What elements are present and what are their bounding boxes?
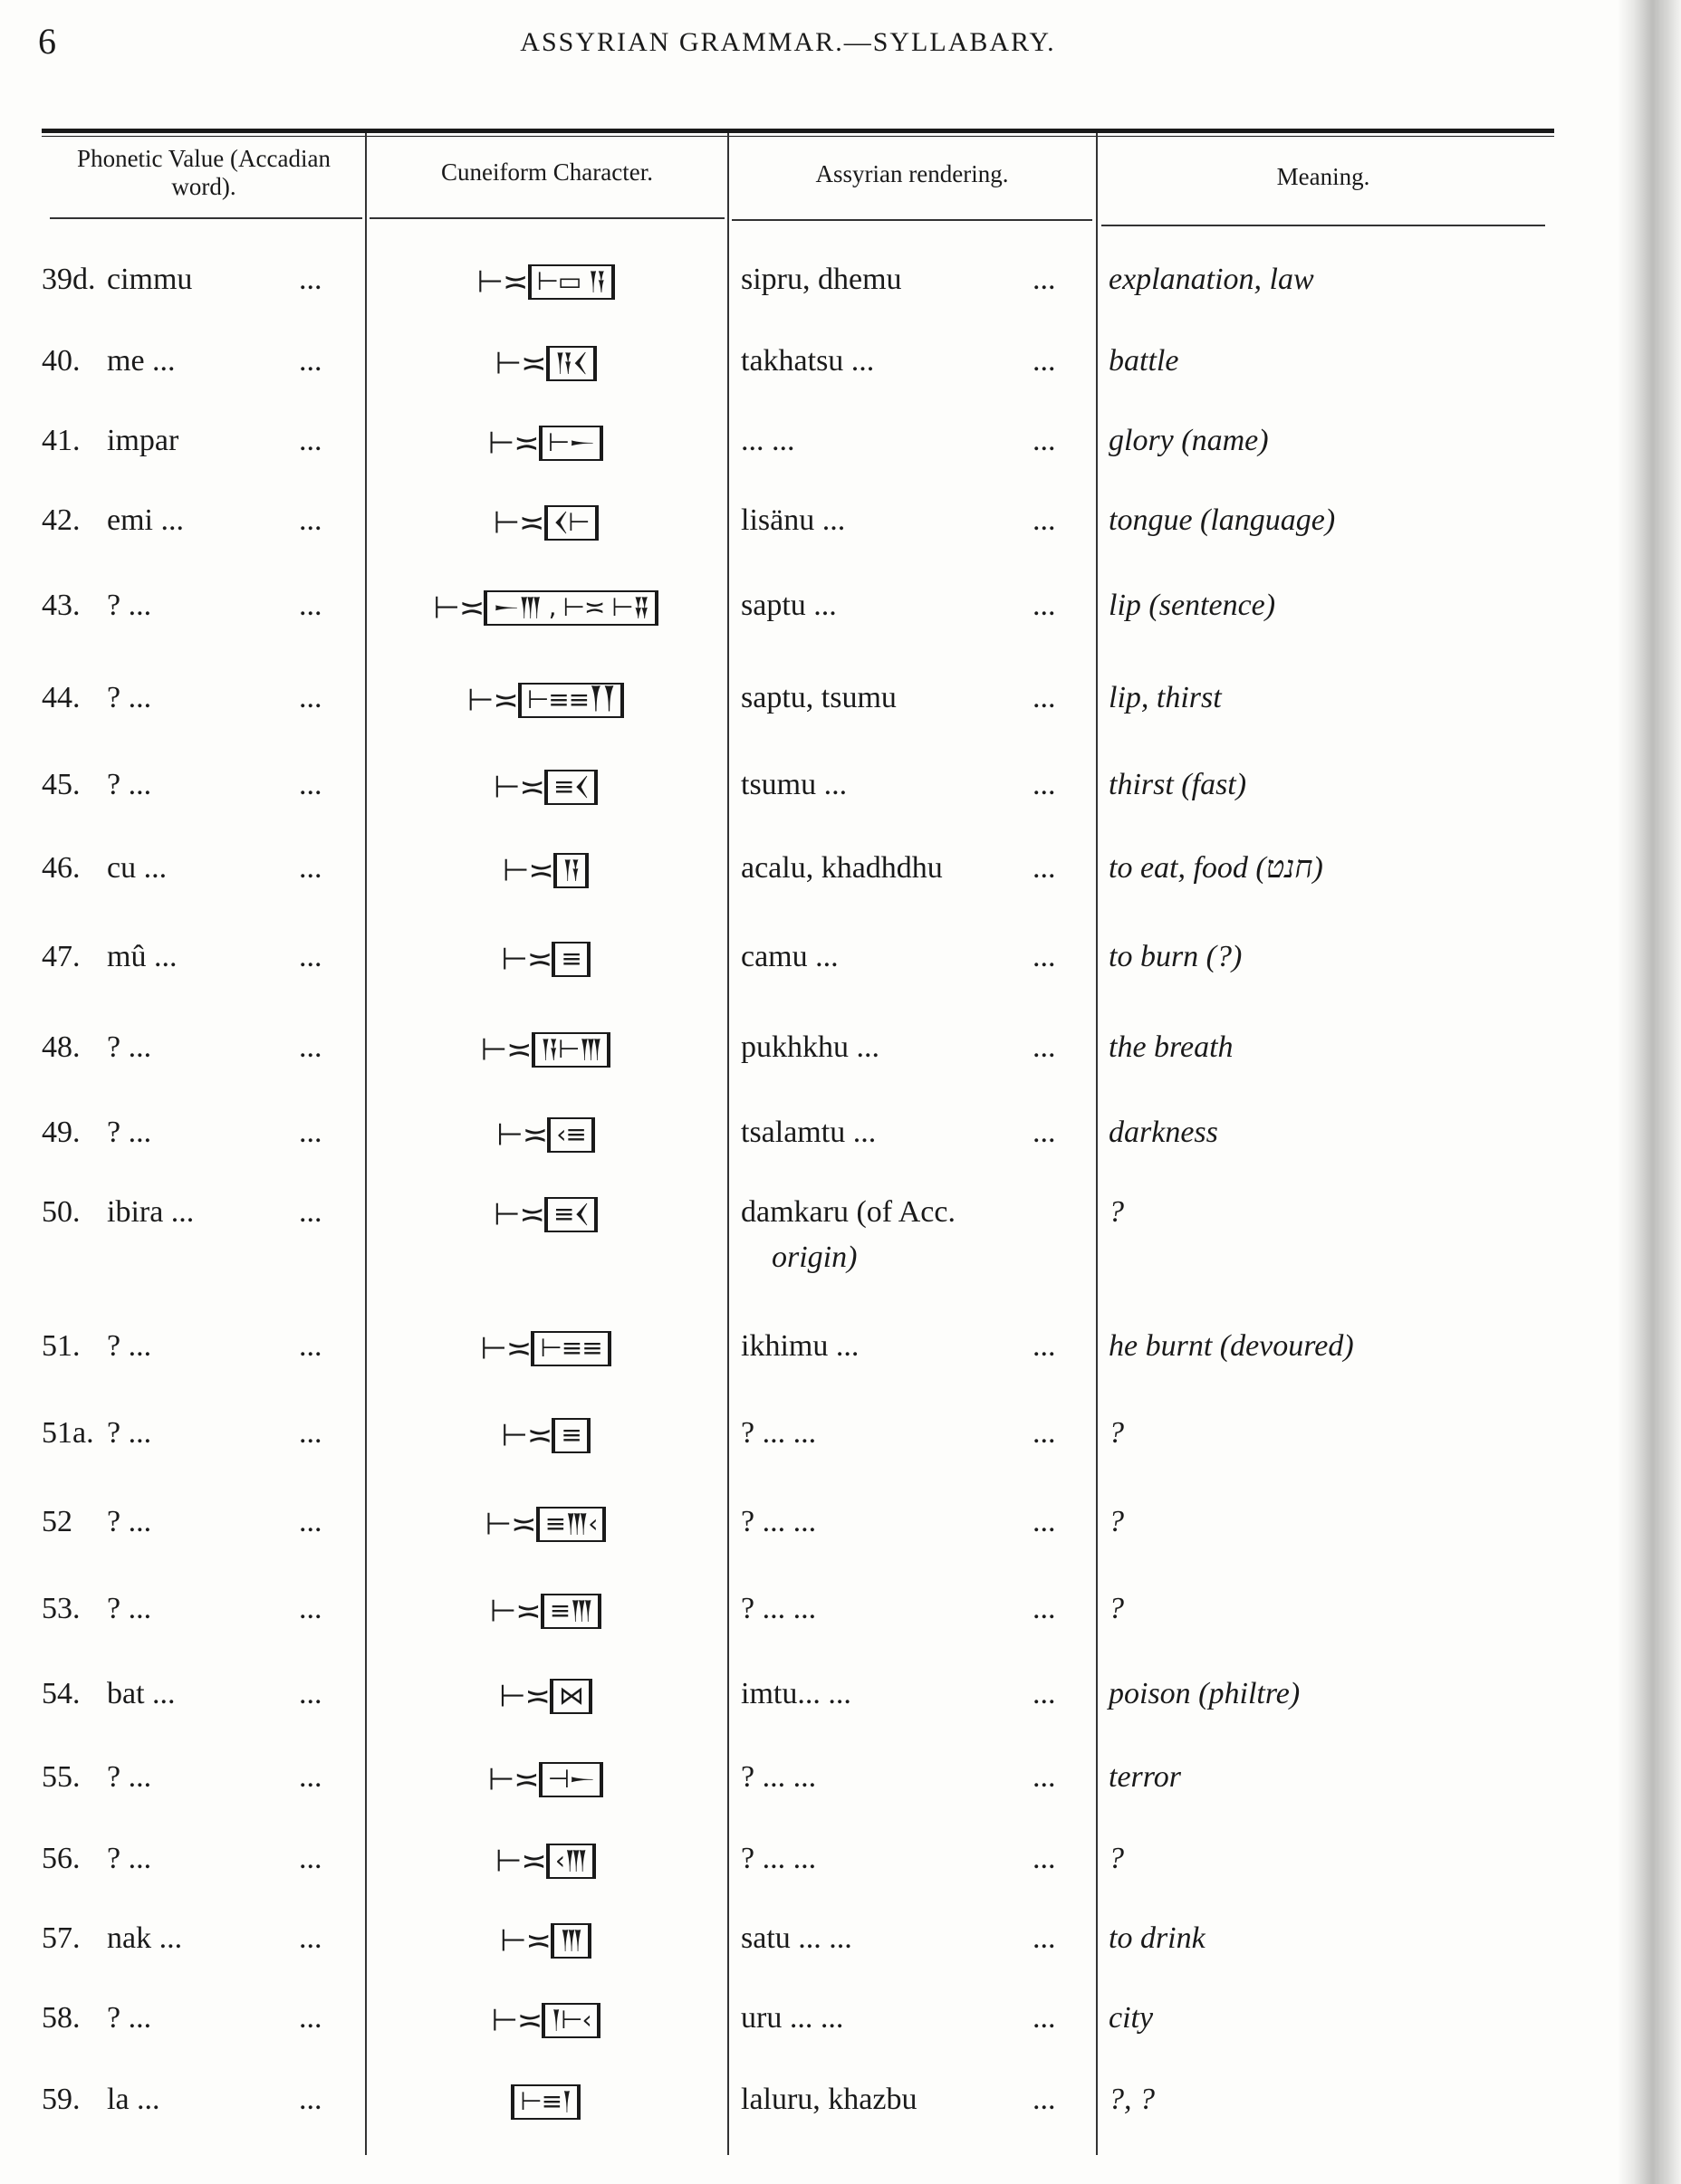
phonetic-value: ? ... xyxy=(107,1416,152,1450)
phonetic-value: bat ... xyxy=(107,1677,176,1710)
leader-dots: ... xyxy=(299,1760,322,1794)
leader-dots: ... xyxy=(299,1842,322,1875)
meaning: darkness xyxy=(1109,1116,1218,1149)
leader-dots: ... xyxy=(1033,1760,1056,1794)
meaning: to burn (?) xyxy=(1109,940,1243,973)
meaning: ?, ? xyxy=(1109,2083,1155,2116)
leader-dots: ... xyxy=(1033,1921,1056,1955)
cuneiform-character xyxy=(371,1416,720,1454)
entry-number: 52 xyxy=(42,1505,72,1538)
leader-dots: ... xyxy=(299,681,322,714)
page-number: 6 xyxy=(38,21,56,62)
entry-number: 57. xyxy=(42,1921,81,1955)
phonetic-value: ? ... xyxy=(107,2001,152,2035)
phonetic-value: ? ... xyxy=(107,1116,152,1149)
cuneiform-glyph: 𒌋⊢ xyxy=(544,505,599,541)
meaning: to drink xyxy=(1109,1921,1206,1955)
phonetic-value: ? ... xyxy=(107,768,152,801)
cuneiform-character xyxy=(371,940,720,978)
leader-dots: ... xyxy=(1033,2001,1056,2035)
leader-dots: ... xyxy=(1033,424,1056,457)
cuneiform-glyph: 𒐈 xyxy=(551,1923,591,1959)
assyrian-rendering: saptu, tsumu xyxy=(741,681,897,714)
entry-number: 47. xyxy=(42,940,81,973)
leader-dots: ... xyxy=(299,1416,322,1450)
cuneiform-prefix: ⊢≍ xyxy=(493,769,545,806)
leader-dots: ... xyxy=(1033,503,1056,537)
entry-number: 43. xyxy=(42,589,81,622)
cuneiform-glyph: ≡ xyxy=(552,942,590,977)
phonetic-value: ? ... xyxy=(107,1329,152,1363)
assyrian-rendering: ? ... ... xyxy=(741,1592,817,1625)
assyrian-rendering: satu ... ... xyxy=(741,1921,852,1955)
assyrian-rendering: damkaru (of Acc. xyxy=(741,1195,956,1229)
cuneiform-glyph: 𒀸𒐈 , ⊢≍ ⊢𒐉 xyxy=(484,590,658,626)
cuneiform-character xyxy=(371,263,720,301)
cuneiform-glyph: ‹≡ xyxy=(547,1117,595,1153)
phonetic-value: impar xyxy=(107,424,179,457)
cuneiform-prefix: ⊢≍ xyxy=(480,1031,532,1068)
assyrian-rendering: ... ... xyxy=(741,424,795,457)
assyrian-rendering: laluru, khazbu xyxy=(741,2083,917,2116)
header-rule xyxy=(50,217,362,219)
leader-dots: ... xyxy=(299,2083,322,2116)
leader-dots: ... xyxy=(1033,263,1056,296)
phonetic-value: ? ... xyxy=(107,1592,152,1625)
leader-dots: ... xyxy=(299,940,322,973)
phonetic-value: la ... xyxy=(107,2083,160,2116)
leader-dots: ... xyxy=(1033,344,1056,378)
meaning: lip (sentence) xyxy=(1109,589,1276,622)
leader-dots: ... xyxy=(299,1505,322,1538)
column-divider xyxy=(727,133,729,2155)
phonetic-value: ? ... xyxy=(107,1030,152,1064)
running-head: ASSYRIAN GRAMMAR.—SYLLABARY. xyxy=(520,27,1056,57)
leader-dots: ... xyxy=(1033,1592,1056,1625)
cuneiform-character xyxy=(371,1760,720,1798)
leader-dots: ... xyxy=(1033,1030,1056,1064)
entry-number: 56. xyxy=(42,1842,81,1875)
col-head-cuneiform: Cuneiform Character. xyxy=(441,158,653,186)
cuneiform-prefix: ⊢≍ xyxy=(501,941,552,978)
phonetic-value: nak ... xyxy=(107,1921,183,1955)
cuneiform-prefix: ⊢≍ xyxy=(485,1506,536,1543)
leader-dots: ... xyxy=(299,2001,322,2035)
cuneiform-glyph: ≡𒐈 xyxy=(541,1594,602,1629)
col-head-assyrian: Assyrian rendering. xyxy=(815,160,1009,187)
meaning: the breath xyxy=(1109,1030,1234,1064)
cuneiform-character xyxy=(371,768,720,806)
assyrian-rendering: ? ... ... xyxy=(741,1842,817,1875)
entry-number: 45. xyxy=(42,768,81,801)
top-rule-thin xyxy=(42,136,1554,137)
assyrian-rendering: saptu ... xyxy=(741,589,837,622)
cuneiform-character xyxy=(371,1842,720,1880)
assyrian-rendering: acalu, khadhdhu xyxy=(741,851,943,885)
cuneiform-prefix: ⊢≍ xyxy=(496,1116,548,1154)
cuneiform-glyph: 𒀀𒌋 xyxy=(546,346,597,381)
cuneiform-character xyxy=(371,2001,720,2039)
entry-number: 46. xyxy=(42,851,81,885)
leader-dots: ... xyxy=(299,1329,322,1363)
meaning: thirst (fast) xyxy=(1109,768,1247,801)
entry-number: 51a. xyxy=(42,1416,94,1450)
assyrian-rendering: sipru, dhemu xyxy=(741,263,902,296)
column-divider xyxy=(1096,133,1098,2155)
entry-number: 49. xyxy=(42,1116,81,1149)
assyrian-rendering: takhatsu ... xyxy=(741,344,875,378)
phonetic-value: ibira ... xyxy=(107,1195,195,1229)
cuneiform-prefix: ⊢≍ xyxy=(487,425,539,462)
col-head-phonetic: Phonetic Value (Accadian word). xyxy=(77,145,331,201)
leader-dots: ... xyxy=(1033,2083,1056,2116)
cuneiform-glyph: ≡𒌋 xyxy=(544,770,598,805)
phonetic-value: ? ... xyxy=(107,1760,152,1794)
entry-number: 41. xyxy=(42,424,81,457)
cuneiform-character xyxy=(371,503,720,541)
leader-dots: ... xyxy=(1033,1416,1056,1450)
assyrian-rendering: ikhimu ... xyxy=(741,1329,860,1363)
meaning: explanation, law xyxy=(1109,263,1314,296)
cuneiform-glyph: ≡𒐈‹ xyxy=(536,1507,607,1542)
cuneiform-glyph: ⋈ xyxy=(550,1679,592,1714)
assyrian-rendering: pukhkhu ... xyxy=(741,1030,879,1064)
cuneiform-prefix: ⊢≍ xyxy=(489,1593,541,1630)
cuneiform-character xyxy=(371,1195,720,1233)
page-edge-shadow xyxy=(1618,0,1681,2184)
cuneiform-glyph: ⊢≡𒁹 xyxy=(511,2084,581,2120)
entry-number: 53. xyxy=(42,1592,81,1625)
column-divider xyxy=(365,133,367,2155)
leader-dots: ... xyxy=(299,503,322,537)
cuneiform-character xyxy=(371,2083,720,2121)
cuneiform-prefix: ⊢≍ xyxy=(487,1761,539,1798)
entry-number: 40. xyxy=(42,344,81,378)
meaning: he burnt (devoured) xyxy=(1109,1329,1354,1363)
entry-number: 59. xyxy=(42,2083,81,2116)
leader-dots: ... xyxy=(1033,940,1056,973)
cuneiform-glyph: ⊣𒀸 xyxy=(539,1762,604,1797)
meaning: terror xyxy=(1109,1760,1181,1794)
leader-dots: ... xyxy=(1033,768,1056,801)
entry-number: 54. xyxy=(42,1677,81,1710)
leader-dots: ... xyxy=(299,1677,322,1710)
cuneiform-character xyxy=(371,1329,720,1367)
leader-dots: ... xyxy=(1033,1842,1056,1875)
assyrian-rendering: imtu... ... xyxy=(741,1677,851,1710)
cuneiform-glyph: ⊢≡≡𒐕𒐕 xyxy=(518,683,624,718)
leader-dots: ... xyxy=(1033,1677,1056,1710)
cuneiform-character xyxy=(371,1677,720,1715)
entry-number: 48. xyxy=(42,1030,81,1064)
leader-dots: ... xyxy=(299,851,322,885)
header-rule xyxy=(1101,225,1545,226)
cuneiform-character xyxy=(371,424,720,462)
meaning: ? xyxy=(1109,1842,1124,1875)
cuneiform-character xyxy=(371,1592,720,1630)
col-head-meaning: Meaning. xyxy=(1276,163,1370,190)
entry-number: 44. xyxy=(42,681,81,714)
entry-number: 58. xyxy=(42,2001,81,2035)
phonetic-value: me ... xyxy=(107,344,176,378)
assyrian-rendering: lisänu ... xyxy=(741,503,846,537)
cuneiform-glyph: ≡𒌋 xyxy=(544,1197,598,1232)
entry-number: 39d. xyxy=(42,263,96,296)
cuneiform-prefix: ⊢≍ xyxy=(466,682,518,719)
meaning: lip, thirst xyxy=(1109,681,1222,714)
leader-dots: ... xyxy=(299,1195,322,1229)
leader-dots: ... xyxy=(299,263,322,296)
cuneiform-character xyxy=(371,1921,720,1959)
cuneiform-character xyxy=(371,1030,720,1068)
meaning: poison (philtre) xyxy=(1109,1677,1301,1710)
cuneiform-character xyxy=(371,681,720,719)
entry-number: 51. xyxy=(42,1329,81,1363)
entry-number: 50. xyxy=(42,1195,81,1229)
cuneiform-character xyxy=(371,1505,720,1543)
cuneiform-glyph: ‹𒐈 xyxy=(546,1844,596,1879)
cuneiform-character xyxy=(371,851,720,889)
top-rule xyxy=(42,129,1554,133)
cuneiform-glyph: 𒀀⊢𒐈 xyxy=(532,1032,611,1068)
assyrian-rendering: ? ... ... xyxy=(741,1416,817,1450)
phonetic-value: mû ... xyxy=(107,940,178,973)
leader-dots: ... xyxy=(1033,851,1056,885)
cuneiform-prefix: ⊢≍ xyxy=(476,263,528,301)
cuneiform-prefix: ⊢≍ xyxy=(480,1330,532,1367)
leader-dots: ... xyxy=(1033,1505,1056,1538)
phonetic-value: cimmu xyxy=(107,263,193,296)
cuneiform-glyph: 𒁹⊢‹ xyxy=(542,2003,600,2038)
assyrian-rendering: ? ... ... xyxy=(741,1505,817,1538)
cuneiform-prefix: ⊢≍ xyxy=(433,589,485,627)
leader-dots: ... xyxy=(299,424,322,457)
leader-dots: ... xyxy=(299,1592,322,1625)
leader-dots: ... xyxy=(299,1030,322,1064)
leader-dots: ... xyxy=(299,1921,322,1955)
cuneiform-character xyxy=(371,589,720,627)
cuneiform-prefix: ⊢≍ xyxy=(493,1196,545,1233)
cuneiform-glyph: ⊢▭ 𒀀 xyxy=(528,264,615,300)
assyrian-rendering: camu ... xyxy=(741,940,839,973)
meaning: ? xyxy=(1109,1416,1124,1450)
assyrian-rendering-cont: origin) xyxy=(772,1240,858,1274)
cuneiform-prefix: ⊢≍ xyxy=(499,1922,551,1959)
meaning: city xyxy=(1109,2001,1154,2035)
cuneiform-prefix: ⊢≍ xyxy=(491,2002,543,2039)
cuneiform-glyph: ⊢≡≡ xyxy=(531,1331,610,1366)
leader-dots: ... xyxy=(299,344,322,378)
cuneiform-character xyxy=(371,1116,720,1154)
leader-dots: ... xyxy=(1033,589,1056,622)
phonetic-value: ? ... xyxy=(107,589,152,622)
phonetic-value: cu ... xyxy=(107,851,168,885)
leader-dots: ... xyxy=(299,768,322,801)
cuneiform-character xyxy=(371,344,720,382)
cuneiform-glyph: ≡ xyxy=(552,1418,590,1453)
meaning: ? xyxy=(1109,1195,1124,1229)
meaning: glory (name) xyxy=(1109,424,1269,457)
leader-dots: ... xyxy=(299,1116,322,1149)
cuneiform-prefix: ⊢≍ xyxy=(495,1843,546,1880)
phonetic-value: ? ... xyxy=(107,681,152,714)
phonetic-value: ? ... xyxy=(107,1505,152,1538)
meaning: to eat, food (חנט) xyxy=(1109,851,1323,885)
meaning: battle xyxy=(1109,344,1179,378)
leader-dots: ... xyxy=(1033,1116,1056,1149)
leader-dots: ... xyxy=(1033,681,1056,714)
assyrian-rendering: uru ... ... xyxy=(741,2001,844,2035)
assyrian-rendering: tsalamtu ... xyxy=(741,1116,877,1149)
meaning: ? xyxy=(1109,1592,1124,1625)
cuneiform-prefix: ⊢≍ xyxy=(502,852,553,889)
leader-dots: ... xyxy=(299,589,322,622)
header-rule xyxy=(732,219,1092,221)
cuneiform-prefix: ⊢≍ xyxy=(501,1417,552,1454)
meaning: tongue (language) xyxy=(1109,503,1336,537)
cuneiform-prefix: ⊢≍ xyxy=(493,504,544,541)
meaning: ? xyxy=(1109,1505,1124,1538)
assyrian-rendering: tsumu ... xyxy=(741,768,848,801)
cuneiform-prefix: ⊢≍ xyxy=(498,1678,551,1715)
cuneiform-prefix: ⊢≍ xyxy=(495,345,546,382)
cuneiform-glyph: ⊢𒀸 xyxy=(539,426,604,461)
phonetic-value: emi ... xyxy=(107,503,184,537)
assyrian-rendering: ? ... ... xyxy=(741,1760,817,1794)
entry-number: 42. xyxy=(42,503,81,537)
phonetic-value: ? ... xyxy=(107,1842,152,1875)
entry-number: 55. xyxy=(42,1760,81,1794)
header-rule xyxy=(370,217,725,219)
leader-dots: ... xyxy=(1033,1329,1056,1363)
cuneiform-glyph: 𒀀 xyxy=(553,853,589,888)
